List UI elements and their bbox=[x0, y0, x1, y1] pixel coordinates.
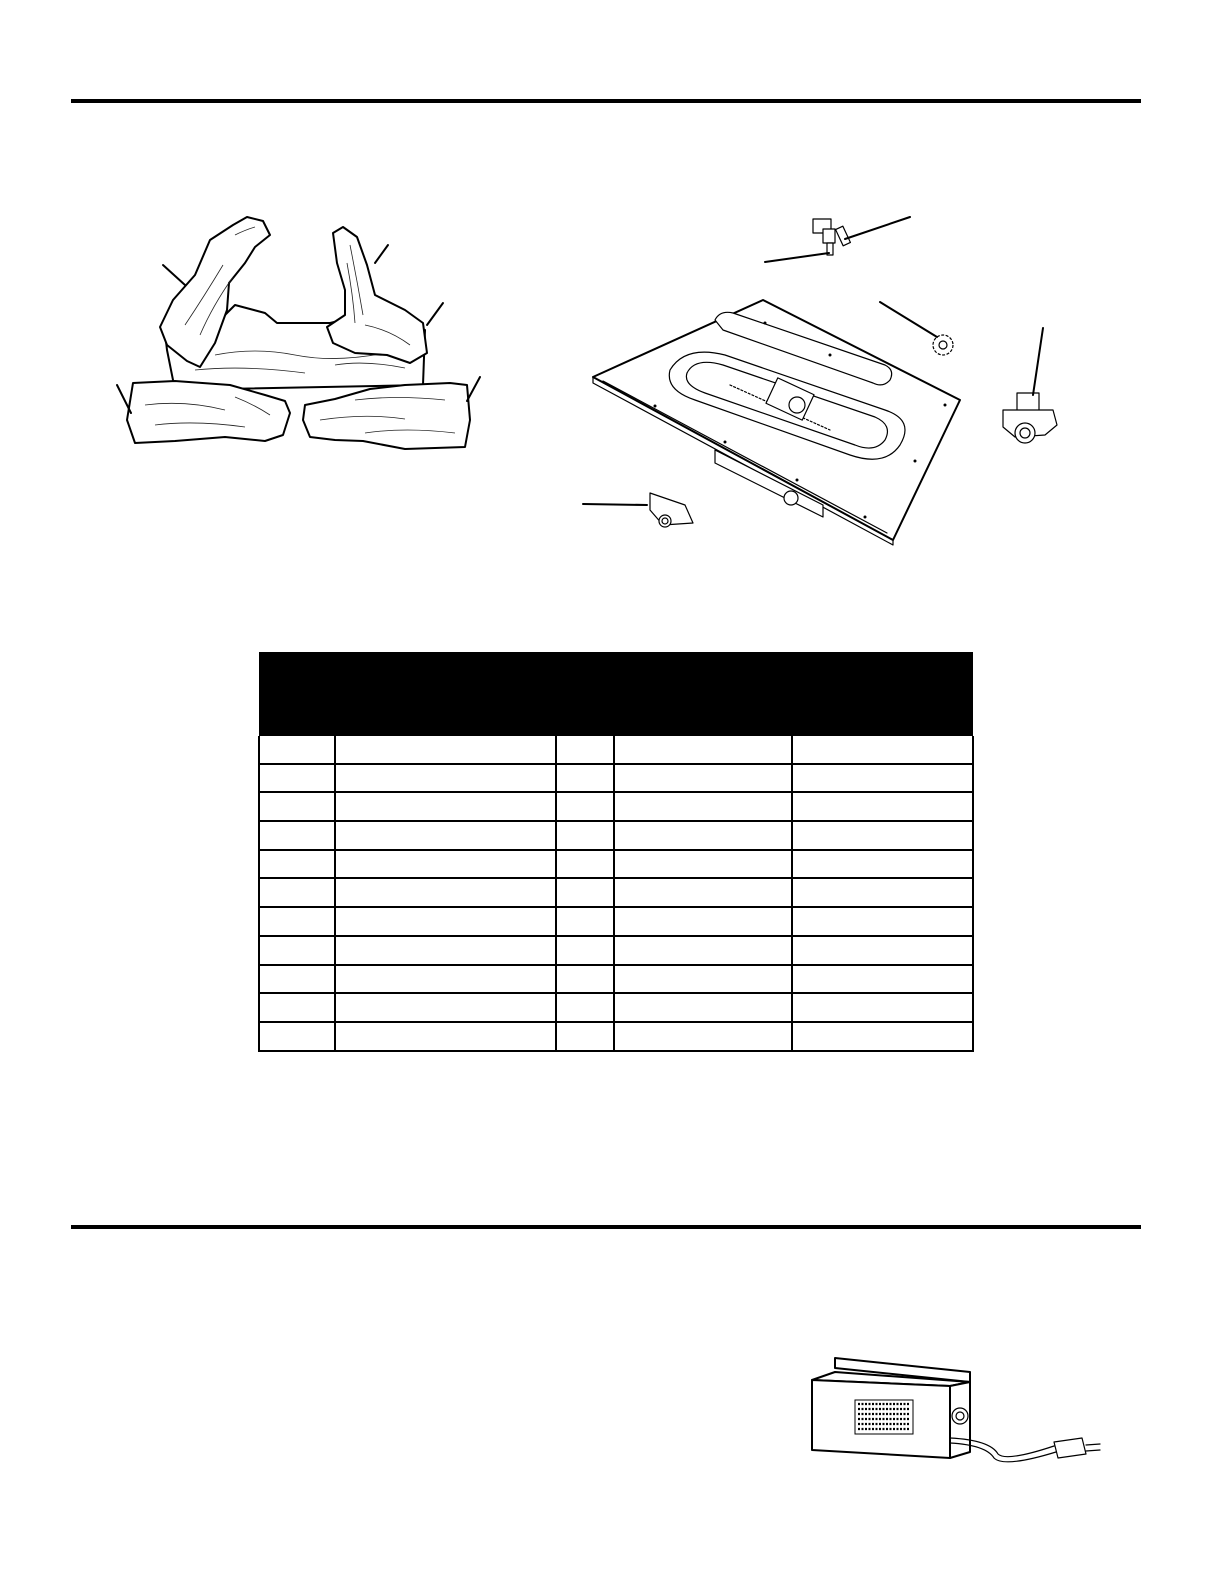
table-row bbox=[259, 792, 973, 821]
table-cell bbox=[792, 736, 973, 764]
table-cell bbox=[614, 936, 792, 965]
column-header bbox=[792, 652, 973, 736]
table-row bbox=[259, 907, 973, 936]
table-cell bbox=[792, 821, 973, 850]
table-cell bbox=[792, 792, 973, 821]
parts-table bbox=[258, 652, 974, 1052]
switch-part bbox=[650, 493, 693, 527]
blower-drawing bbox=[800, 1350, 1110, 1480]
table-cell bbox=[259, 1022, 335, 1051]
table-cell bbox=[614, 850, 792, 879]
table-cell bbox=[614, 907, 792, 936]
table-row bbox=[259, 764, 973, 793]
section-rule bbox=[71, 1225, 1141, 1229]
table-cell bbox=[335, 965, 556, 994]
table-cell bbox=[614, 736, 792, 764]
burner-drawing bbox=[575, 205, 1075, 550]
table-cell bbox=[792, 764, 973, 793]
table-cell bbox=[335, 764, 556, 793]
table-cell bbox=[792, 878, 973, 907]
table-cell bbox=[335, 1022, 556, 1051]
blower-box-illustration bbox=[800, 1350, 1110, 1480]
table-cell bbox=[792, 907, 973, 936]
table-cell bbox=[556, 850, 614, 879]
table-cell bbox=[792, 936, 973, 965]
table-cell bbox=[259, 993, 335, 1022]
table-cell bbox=[614, 965, 792, 994]
header-rule bbox=[71, 99, 1141, 103]
table-cell bbox=[335, 736, 556, 764]
vent-grille bbox=[855, 1400, 913, 1434]
log-set-drawing bbox=[105, 205, 490, 460]
table-row bbox=[259, 993, 973, 1022]
table-cell bbox=[556, 878, 614, 907]
column-header bbox=[556, 652, 614, 736]
table-cell bbox=[556, 965, 614, 994]
table-cell bbox=[614, 764, 792, 793]
table-cell bbox=[335, 907, 556, 936]
table-cell bbox=[259, 965, 335, 994]
table-cell bbox=[556, 764, 614, 793]
table-row bbox=[259, 965, 973, 994]
parts-table-body bbox=[259, 736, 973, 1051]
right-branch-log bbox=[327, 227, 427, 363]
table-cell bbox=[335, 993, 556, 1022]
table-row bbox=[259, 1022, 973, 1051]
table-cell bbox=[556, 936, 614, 965]
burner-assembly-illustration bbox=[575, 205, 1075, 550]
table-cell bbox=[792, 993, 973, 1022]
plug-icon bbox=[1054, 1438, 1100, 1458]
column-header bbox=[335, 652, 556, 736]
table-cell bbox=[614, 821, 792, 850]
table-cell bbox=[259, 936, 335, 965]
log-set-illustration bbox=[105, 205, 490, 460]
table-cell bbox=[614, 1022, 792, 1051]
table-cell bbox=[614, 878, 792, 907]
table-row bbox=[259, 850, 973, 879]
table-cell bbox=[556, 1022, 614, 1051]
igniter-part bbox=[933, 335, 953, 355]
regulator-part bbox=[1003, 393, 1057, 443]
table-cell bbox=[335, 878, 556, 907]
table-cell bbox=[556, 792, 614, 821]
table-cell bbox=[259, 764, 335, 793]
table-cell bbox=[335, 821, 556, 850]
table-cell bbox=[792, 965, 973, 994]
table-cell bbox=[259, 850, 335, 879]
table-header-row bbox=[259, 652, 973, 736]
table-cell bbox=[259, 821, 335, 850]
table-cell bbox=[556, 736, 614, 764]
table-cell bbox=[556, 821, 614, 850]
column-header bbox=[614, 652, 792, 736]
table-cell bbox=[335, 850, 556, 879]
gas-valve-part bbox=[813, 219, 850, 255]
table-cell bbox=[259, 878, 335, 907]
table-cell bbox=[259, 907, 335, 936]
table-cell bbox=[556, 993, 614, 1022]
table-cell bbox=[792, 1022, 973, 1051]
table-cell bbox=[335, 792, 556, 821]
table-row bbox=[259, 821, 973, 850]
table-row bbox=[259, 736, 973, 764]
table-cell bbox=[614, 792, 792, 821]
table-cell bbox=[335, 936, 556, 965]
column-header bbox=[259, 652, 335, 736]
table-row bbox=[259, 878, 973, 907]
table-cell bbox=[556, 907, 614, 936]
table-cell bbox=[792, 850, 973, 879]
table-row bbox=[259, 936, 973, 965]
front-right-log bbox=[303, 383, 470, 449]
table-cell bbox=[259, 736, 335, 764]
table-cell bbox=[614, 993, 792, 1022]
table-cell bbox=[259, 792, 335, 821]
